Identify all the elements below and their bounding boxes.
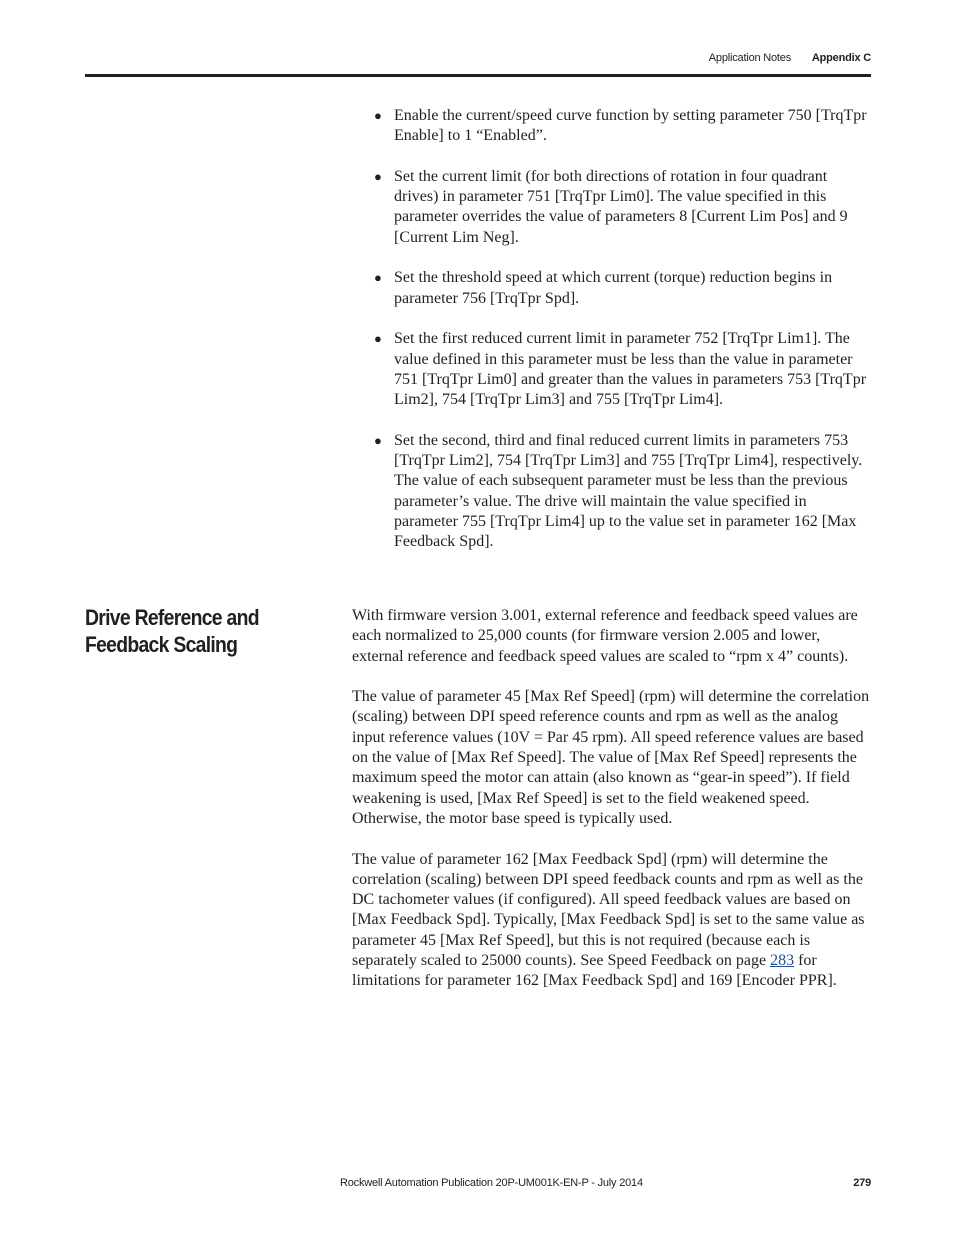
list-item: [372, 431, 872, 553]
list-item-text: Set the first reduced current limit in parameter 752 [TrqTpr Lim1]. The value defined in this parameter must be less than the value in parameter 751 [TrqTpr Lim0] and greater than the values in parameters 753 [TrqTpr Lim2], 754 [TrqTpr Lim3] and 755 [TrqTpr Lim4].: [394, 330, 867, 409]
header-section-title: Application Notes: [708, 52, 792, 64]
list-item: [372, 106, 872, 147]
page-number: 279: [853, 1177, 871, 1189]
procedure-bullet-list: [372, 106, 872, 573]
header-rule: [85, 74, 871, 77]
body-paragraph: The value of parameter 45 [Max Ref Speed] (rpm) will determine the correlation (scaling) between DPI speed reference counts and rpm as well as the analog input reference values (10V = Par 45 rpm). All speed reference values are based on the value of [Max Ref Speed]. The value of [Max Ref Speed] represents the maximum speed the motor can attain (also known as “gear-in speed”). If field weakening is used, [Max Ref Speed] is set to the field weakened speed. Otherwise, the motor base speed is typically used.: [352, 688, 870, 827]
list-item: [372, 268, 872, 309]
body-paragraph: [352, 850, 872, 992]
bullet-icon: ●: [374, 331, 382, 347]
list-item-text: Set the second, third and final reduced current limits in parameters 753 [TrqTpr Lim2], 754 [TrqTpr Lim3] and 755 [TrqTpr Lim4], respectively. The value of each subsequent parameter must be less than the previous parameter’s value. The drive will maintain the value specified in parameter 755 [TrqTpr Lim4] up to the value set in parameter 162 [Max Feedback Spd].: [394, 431, 863, 551]
list-item-text: Set the threshold speed at which current (torque) reduction begins in parameter 756 [TrqTpr Spd].: [394, 269, 833, 307]
list-item: [372, 167, 872, 248]
section-heading: Drive Reference and Feedback Scaling: [85, 605, 259, 657]
section-body: [352, 606, 872, 1012]
publication-info: Rockwell Automation Publication 20P-UM001K-EN-P - July 2014: [340, 1177, 643, 1189]
bullet-icon: ●: [374, 270, 382, 286]
bullet-icon: ●: [374, 108, 382, 123]
list-item: [372, 329, 872, 410]
paragraph-text: for limitations for parameter 162 [Max Feedback Spd] and 169 [Encoder PPR].: [352, 952, 837, 990]
header-appendix-label: Appendix C: [811, 52, 871, 64]
list-item-text: Enable the current/speed curve function by setting parameter 750 [TrqTpr Enable] to 1 “Enabled”.: [394, 107, 867, 145]
list-item-text: Set the current limit (for both directions of rotation in four quadrant drives) in parameter 751 [TrqTpr Lim0]. The value specified in this parameter overrides the value of parameters 8 [Current Lim Pos] and 9 [Current Lim Neg].: [394, 167, 848, 246]
bullet-icon: ●: [374, 168, 382, 184]
page-header: [709, 52, 871, 64]
body-paragraph: With firmware version 3.001, external reference and feedback speed values are each normalized to 25,000 counts (for firmware version 2.005 and lower, external reference and feedback speed values are scaled to “rpm x 4” counts).: [352, 607, 858, 665]
paragraph-text: The value of parameter 162 [Max Feedback Spd] (rpm) will determine the correlation (scaling) between DPI speed feedback counts and rpm as well as the DC tachometer values (if configured). All speed feedback values are based on [Max Feedback Spd]. Typically, [Max Feedback Spd] is set to the same value as parameter 45 [Max Ref Speed], but this is not required (because each is separately scaled to 25000 counts). See Speed Feedback on page: [352, 850, 865, 970]
page-reference-link[interactable]: 283: [770, 952, 795, 970]
bullet-icon: ●: [374, 432, 382, 448]
